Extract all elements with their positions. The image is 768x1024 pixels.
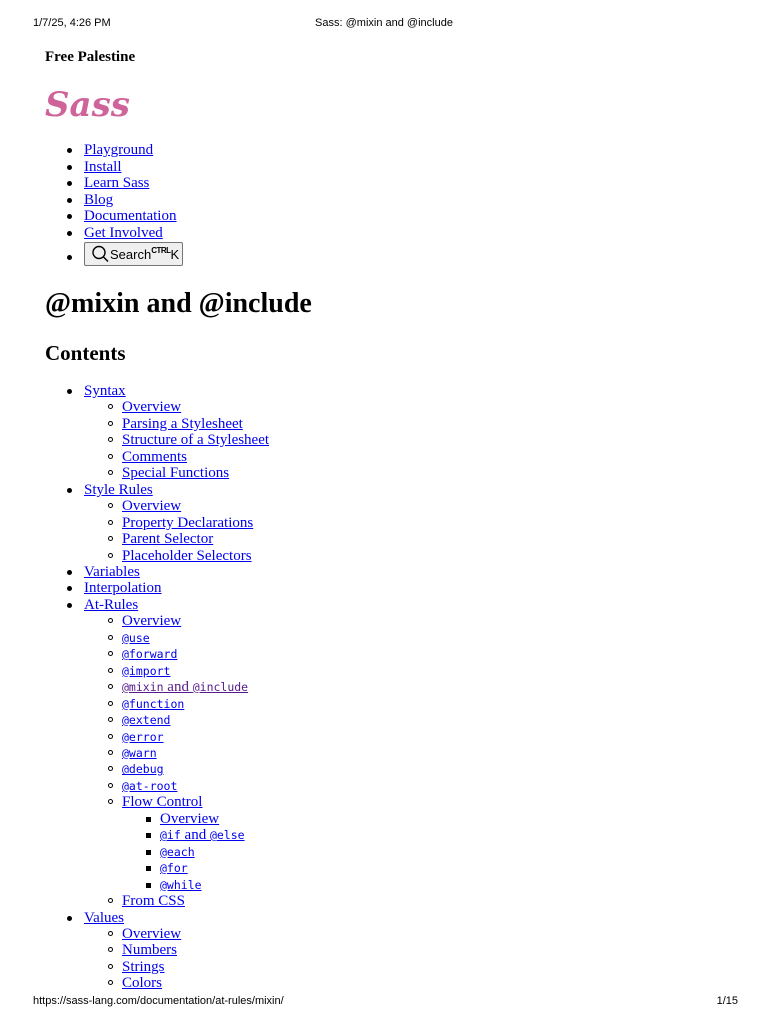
- toc-link-interpolation[interactable]: Interpolation: [84, 580, 162, 597]
- toc-subitem: [84, 399, 745, 415]
- code-if: @if: [160, 828, 181, 843]
- code-else: @else: [209, 828, 245, 843]
- sass-logo-icon: [44, 82, 130, 126]
- nav-item-install: [45, 159, 183, 176]
- search-shortcut-mod: CTRL: [151, 245, 171, 255]
- toc-link-function[interactable]: [122, 696, 184, 712]
- toc-link-placeholder-selectors[interactable]: Placeholder Selectors: [122, 547, 252, 564]
- toc-subitem: [84, 729, 745, 745]
- toc-subitem: [84, 432, 745, 448]
- code-warn: @warn: [122, 745, 157, 760]
- sass-logo[interactable]: [44, 82, 130, 131]
- toc-link-structure-of-a-stylesheet[interactable]: Structure of a Stylesheet: [122, 432, 270, 449]
- toc-link-variables[interactable]: Variables: [84, 563, 140, 580]
- toc-item-syntax: [45, 383, 745, 482]
- code-while: @while: [160, 877, 202, 892]
- toc-subsubitem: [122, 811, 745, 827]
- nav-link-learn-sass[interactable]: Learn Sass: [84, 175, 150, 191]
- toc-subitem: [84, 548, 745, 564]
- toc-item-style-rules: [45, 482, 745, 564]
- search-icon: [91, 245, 109, 263]
- sass-logo-text: Sass: [45, 85, 130, 125]
- toc-item-values: [45, 910, 745, 992]
- nav-link-install[interactable]: Install: [84, 158, 122, 175]
- search-shortcut-key: K: [170, 246, 180, 262]
- toc-link-if-else[interactable]: [160, 827, 245, 843]
- contents-heading: Contents: [45, 341, 126, 365]
- if-and-text: and: [180, 827, 210, 844]
- code-include: @include: [192, 680, 249, 695]
- mixin-and-text: and: [163, 679, 193, 696]
- toc-subsubitem: [122, 877, 745, 893]
- nav-link-documentation[interactable]: Documentation: [84, 208, 177, 224]
- toc-link-parent-selector[interactable]: Parent Selector: [122, 531, 214, 548]
- code-error: @error: [122, 729, 164, 744]
- nav-item-documentation: [45, 208, 183, 225]
- toc-subitem: [84, 712, 745, 728]
- toc-link-for[interactable]: [160, 860, 188, 876]
- toc-link-from-css[interactable]: From CSS: [122, 893, 185, 910]
- toc-link-numbers[interactable]: Numbers: [122, 942, 177, 959]
- toc-item-at-rules: [45, 597, 745, 910]
- toc-subitem: [84, 646, 745, 662]
- toc-link-property-declarations[interactable]: Property Declarations: [122, 514, 254, 531]
- toc-subitem: [84, 959, 745, 975]
- toc-link-syntax[interactable]: Syntax: [84, 383, 126, 399]
- toc-subitem: [84, 975, 745, 991]
- toc-link-style-rules[interactable]: Style Rules: [84, 481, 153, 498]
- toc-link-style-rules-overview[interactable]: Overview: [122, 498, 182, 515]
- toc-subitem: [84, 663, 745, 679]
- toc-subitem: [84, 893, 745, 909]
- toc-link-extend[interactable]: [122, 712, 170, 728]
- nav-link-blog[interactable]: Blog: [84, 191, 114, 208]
- toc-link-values[interactable]: Values: [84, 909, 124, 926]
- toc-link-forward[interactable]: [122, 646, 177, 662]
- toc-subitem: [84, 679, 745, 695]
- code-each: @each: [160, 844, 195, 859]
- toc-subitem: [84, 465, 745, 481]
- toc-subitem: [84, 416, 745, 432]
- code-for: @for: [160, 861, 188, 876]
- toc-subitem: [84, 630, 745, 646]
- toc-subitem: [84, 696, 745, 712]
- toc-link-values-overview[interactable]: Overview: [122, 925, 182, 942]
- toc-link-special-functions[interactable]: Special Functions: [122, 465, 230, 482]
- toc-link-at-rules-overview[interactable]: Overview: [122, 613, 182, 630]
- toc-link-error[interactable]: [122, 729, 164, 745]
- print-page-number: 1/15: [716, 995, 738, 1007]
- toc-link-while[interactable]: [160, 877, 202, 893]
- toc-subitem: [84, 942, 745, 958]
- search-label: Search: [110, 246, 152, 262]
- print-page-title: Sass: @mixin and @include: [315, 17, 453, 29]
- print-footer: [0, 995, 768, 1009]
- nav-link-playground[interactable]: Playground: [84, 142, 154, 158]
- toc-subitem: [84, 794, 745, 893]
- code-debug: @debug: [122, 762, 164, 777]
- code-mixin: @mixin: [122, 680, 164, 695]
- code-extend: @extend: [122, 713, 171, 728]
- toc-link-flow-overview[interactable]: Overview: [160, 810, 220, 827]
- nav-item-learn-sass: [45, 175, 183, 192]
- main-nav: [45, 142, 183, 271]
- toc-subitem: [84, 531, 745, 547]
- nav-item-blog: [45, 192, 183, 209]
- toc-link-colors[interactable]: Colors: [122, 975, 163, 992]
- page-title: @mixin and @include: [45, 288, 312, 319]
- toc-subitem: [84, 761, 745, 777]
- code-at-root: @at-root: [122, 778, 178, 793]
- toc-item-interpolation: [45, 580, 745, 596]
- toc-link-strings[interactable]: Strings: [122, 958, 165, 975]
- code-import: @import: [122, 663, 171, 678]
- nav-link-get-involved[interactable]: Get Involved: [84, 224, 163, 241]
- toc-link-mixin-current[interactable]: [122, 679, 248, 695]
- toc-link-syntax-overview[interactable]: Overview: [122, 399, 182, 416]
- toc-link-parsing-a-stylesheet[interactable]: Parsing a Stylesheet: [122, 415, 243, 432]
- toc-subitem: [84, 926, 745, 942]
- toc-subitem: [84, 778, 745, 794]
- code-forward: @forward: [122, 647, 178, 662]
- toc-link-debug[interactable]: [122, 761, 164, 777]
- toc-subitem: [84, 613, 745, 629]
- toc-subsubitem: [122, 860, 745, 876]
- toc-link-at-root[interactable]: [122, 778, 177, 794]
- toc-link-flow-control[interactable]: Flow Control: [122, 794, 203, 811]
- nav-item-search: [45, 241, 183, 271]
- toc-subsubitem: [122, 827, 745, 843]
- toc-subitem: [84, 745, 745, 761]
- table-of-contents: [45, 383, 745, 992]
- toc-subitem: [84, 515, 745, 531]
- toc-subsubitem: [122, 844, 745, 860]
- search-button[interactable]: [84, 242, 183, 266]
- toc-link-import[interactable]: [122, 663, 170, 679]
- toc-link-at-rules[interactable]: At-Rules: [84, 596, 139, 613]
- free-palestine-banner: Free Palestine: [45, 49, 136, 65]
- toc-link-comments[interactable]: Comments: [122, 448, 188, 465]
- code-function: @function: [122, 696, 185, 711]
- nav-item-get-involved: [45, 225, 183, 242]
- print-header: [0, 17, 768, 31]
- toc-subitem: [84, 449, 745, 465]
- toc-link-each[interactable]: [160, 844, 195, 860]
- print-datetime: 1/7/25, 4:26 PM: [33, 17, 111, 29]
- toc-link-use[interactable]: [122, 630, 150, 646]
- code-use: @use: [122, 630, 150, 645]
- toc-link-warn[interactable]: [122, 745, 157, 761]
- nav-item-playground: [45, 142, 183, 159]
- toc-subitem: [84, 498, 745, 514]
- print-url: https://sass-lang.com/documentation/at-rules/mixin/: [33, 995, 284, 1007]
- toc-item-variables: [45, 564, 745, 580]
